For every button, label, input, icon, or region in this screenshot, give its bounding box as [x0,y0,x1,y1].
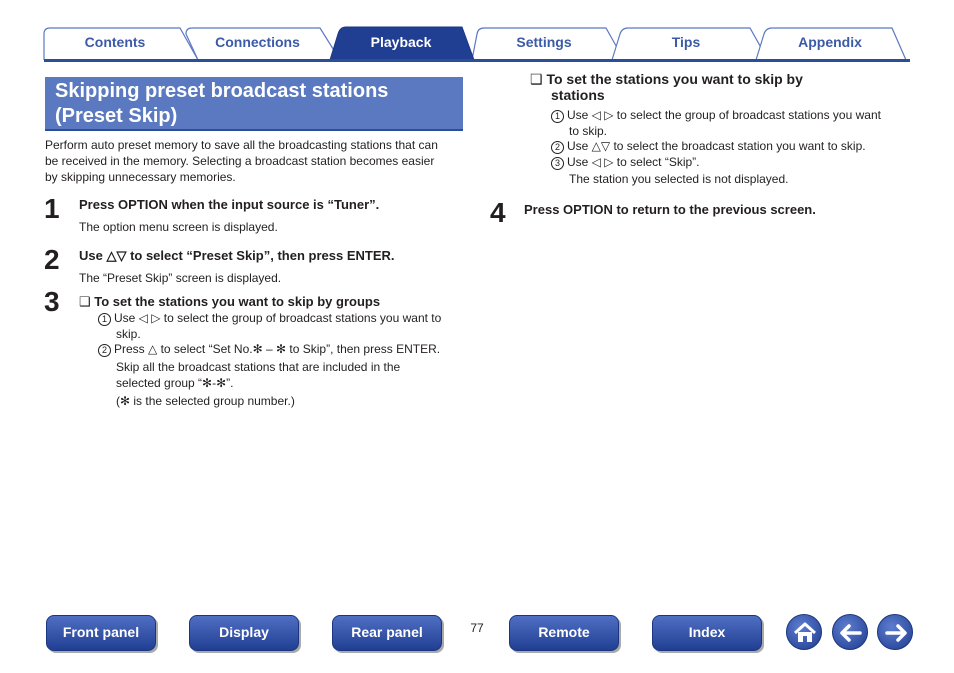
front-panel-button[interactable]: Front panel [46,615,156,651]
intro-line: Perform auto preset memory to save all the broadcasting stations that can [45,138,438,152]
step-4-number: 4 [490,197,506,228]
tab-tips[interactable]: Tips [671,34,701,50]
step-3-after-line: selected group “✻-✻”. [116,376,234,390]
step-3-item-2 [98,341,468,357]
tab-shapes [0,0,954,64]
page-title [45,77,463,131]
tab-connections[interactable]: Connections [215,34,300,50]
step-1-heading: Press OPTION when the input source is “Tuner”. [79,197,380,212]
home-icon [787,615,823,651]
tab-baseline [44,59,910,62]
intro-line: be received in the memory. Selecting a broadcast station becomes easier [45,154,435,168]
step-3-after-line: Skip all the broadcast stations that are included in the [116,360,401,374]
page-title-line1: Skipping preset broadcast stations [55,80,389,102]
checkbox-icon: ❑ [530,71,543,87]
page-title-line2: (Preset Skip) [55,105,178,127]
tab-contents[interactable]: Contents [84,34,146,50]
home-button[interactable] [786,614,822,650]
step-1-note: The option menu screen is displayed. [79,220,278,234]
step-2-number: 2 [44,244,60,275]
right-item-1 [551,107,911,139]
right-subheading-line2: stations [551,87,605,103]
step-3-item-1 [98,310,468,342]
step-4-heading: Press OPTION to return to the previous screen. [524,202,816,217]
right-item-1-cont: to skip. [569,124,608,138]
right-item-2-text: Use △▽ to select the broadcast station you want to skip. [567,139,866,153]
checkbox-icon: ❑ [79,294,91,309]
circled-number: 1 [98,313,111,326]
circled-number: 1 [551,110,564,123]
tab-settings[interactable]: Settings [516,34,572,50]
forward-button[interactable] [877,614,913,650]
step-3-item-2-text: Press △ to select “Set No.✻ – ✻ to Skip”, then press ENTER. [114,342,441,356]
step-3-number: 3 [44,286,60,317]
arrow-right-icon [878,615,914,651]
right-item-1-text: Use ◁ ▷ to select the group of broadcast stations you want [567,108,881,122]
intro-paragraph [45,137,465,185]
remote-button[interactable]: Remote [509,615,619,651]
step-3-item-1-text: Use ◁ ▷ to select the group of broadcast stations you want to [114,311,442,325]
step-2-note: The “Preset Skip” screen is displayed. [79,271,282,285]
step-3-heading [79,294,380,310]
step-1-number: 1 [44,193,60,224]
page-number: 77 [470,621,484,635]
right-subheading-line1: To set the stations you want to skip by [546,71,803,87]
tab-bar [0,0,954,64]
display-button[interactable]: Display [189,615,299,651]
step-2-heading: Use △▽ to select “Preset Skip”, then press ENTER. [79,248,395,263]
intro-line: by skipping unnecessary memories. [45,170,236,184]
tab-appendix[interactable]: Appendix [798,34,862,50]
arrow-left-icon [833,615,869,651]
tab-playback[interactable]: Playback [370,34,432,50]
circled-number: 2 [98,344,111,357]
step-3-after-line: (✻ is the selected group number.) [116,394,295,408]
back-button[interactable] [832,614,868,650]
step-3-heading-text: To set the stations you want to skip by groups [94,294,381,309]
right-after: The station you selected is not displayed. [569,172,789,186]
step-3-item-1-cont: skip. [116,327,141,341]
index-button[interactable]: Index [652,615,762,651]
right-item-3-text: Use ◁ ▷ to select “Skip”. [567,155,700,169]
circled-number: 3 [551,157,564,170]
right-item-2 [551,138,911,154]
right-subheading [530,71,910,103]
step-3-after [116,359,466,409]
right-item-3 [551,154,911,170]
circled-number: 2 [551,141,564,154]
rear-panel-button[interactable]: Rear panel [332,615,442,651]
